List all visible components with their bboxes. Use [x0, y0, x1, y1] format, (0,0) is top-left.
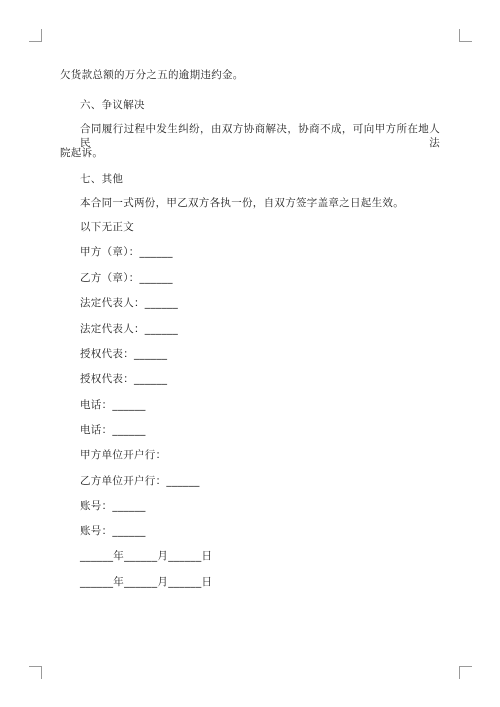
party-b-bank-field: 乙方单位开户行：______ — [80, 475, 200, 487]
date-field-a: ______年______月______日 — [80, 550, 213, 562]
corner-mark-bottom-left — [29, 666, 42, 679]
phone-field-a: 电话：______ — [80, 399, 146, 411]
section-heading-other: 七、其他 — [80, 173, 124, 185]
end-of-text-note: 以下无正文 — [80, 221, 134, 233]
penalty-clause-text: 欠货款总额的万分之五的逾期违约金。 — [60, 69, 244, 81]
authorized-rep-field-a: 授权代表：______ — [80, 348, 168, 360]
account-number-field-b: 账号：______ — [80, 525, 146, 537]
section-heading-dispute: 六、争议解决 — [80, 99, 145, 111]
dispute-clause-text: 合同履行过程中发生纠纷，由双方协商解决，协商不成，可向甲方所在地人民法 — [80, 123, 440, 149]
corner-mark-bottom-right — [459, 666, 472, 679]
account-number-field-a: 账号：______ — [80, 500, 146, 512]
corner-mark-top-right — [459, 29, 472, 42]
other-clause-text: 本合同一式两份，甲乙双方各执一份，自双方签字盖章之日起生效。 — [80, 197, 404, 209]
legal-rep-field-b: 法定代表人：______ — [80, 323, 179, 335]
corner-mark-top-left — [29, 29, 42, 42]
phone-field-b: 电话：______ — [80, 424, 146, 436]
date-field-b: ______年______月______日 — [80, 576, 213, 588]
legal-rep-field-a: 法定代表人：______ — [80, 297, 179, 309]
party-b-seal-field: 乙方（章）：______ — [80, 272, 173, 284]
party-a-seal-field: 甲方（章）：______ — [80, 246, 173, 258]
authorized-rep-field-b: 授权代表：______ — [80, 373, 168, 385]
dispute-clause-text-cont: 院起诉。 — [60, 147, 104, 159]
party-a-bank-field: 甲方单位开户行： — [80, 449, 167, 461]
